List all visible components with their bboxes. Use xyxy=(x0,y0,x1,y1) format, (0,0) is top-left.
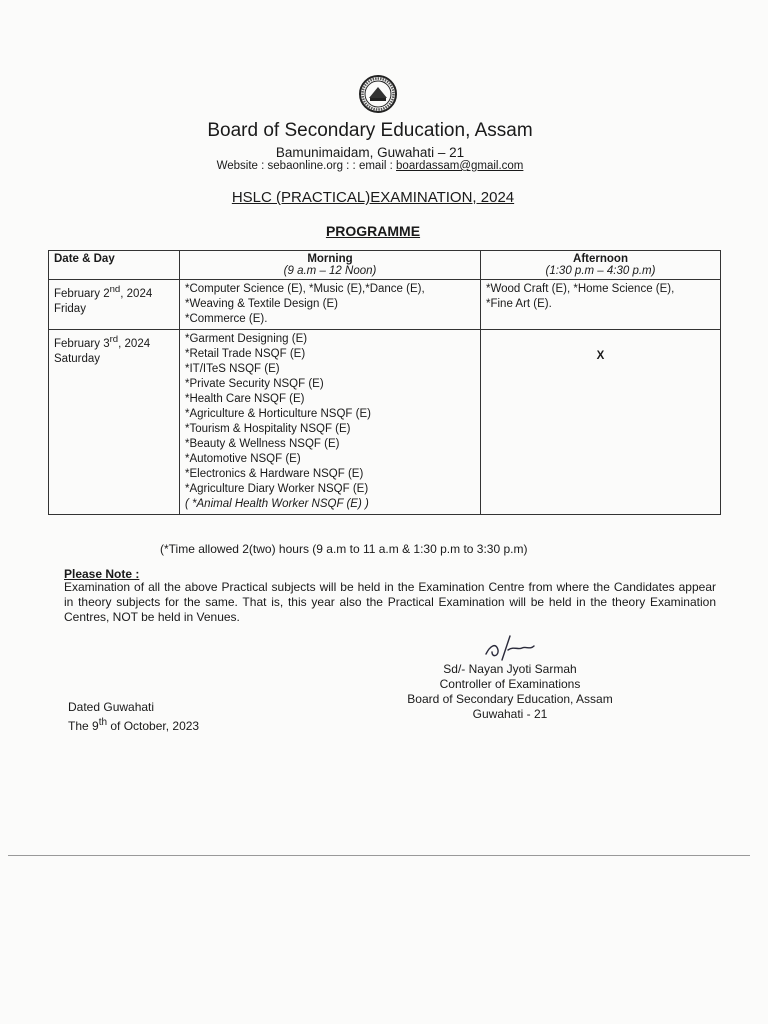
day-text: Saturday xyxy=(54,352,101,365)
date-text xyxy=(54,332,174,352)
row-morning xyxy=(180,330,481,515)
subject: *Agriculture & Horticulture NSQF (E) xyxy=(185,408,371,420)
subject: *Health Care NSQF (E) xyxy=(185,393,305,405)
subject: *Fine Art (E). xyxy=(486,298,552,310)
dated-post: of October, 2023 xyxy=(107,719,200,733)
dated-place: Dated Guwahati xyxy=(68,700,155,714)
date-sup: nd xyxy=(109,284,121,295)
website-label: Website : sebaonline.org : : email : xyxy=(216,160,397,172)
day-text: Friday xyxy=(54,302,86,315)
subject: *Garment Designing (E) xyxy=(185,333,308,345)
row-date xyxy=(49,330,180,515)
date-month: February 3 xyxy=(54,337,110,350)
subject: *Beauty & Wellness NSQF (E) xyxy=(185,438,340,450)
subject: *Private Security NSQF (E) xyxy=(185,378,324,390)
subject: *Electronics & Hardware NSQF (E) xyxy=(185,468,364,480)
signature-mark xyxy=(478,632,538,664)
subject: *Wood Craft (E), *Home Science (E), xyxy=(486,283,675,295)
subject: *Weaving & Textile Design (E) xyxy=(185,298,338,310)
date-sup: rd xyxy=(109,334,119,345)
date-year: , 2024 xyxy=(120,287,153,300)
no-exam-mark: X xyxy=(596,350,605,362)
date-text xyxy=(54,282,174,302)
afternoon-label: Afternoon xyxy=(573,253,628,265)
dated-block xyxy=(68,700,199,734)
programme-heading: PROGRAMME xyxy=(325,223,421,239)
table-header-row xyxy=(49,251,721,280)
subject: *Automotive NSQF (E) xyxy=(185,453,301,465)
date-month: February 2 xyxy=(54,287,110,300)
signatory-city: Guwahati - 21 xyxy=(472,707,548,721)
morning-label: Morning xyxy=(307,253,353,265)
header-date: Date & Day xyxy=(49,251,180,280)
table-row xyxy=(49,280,721,330)
signatory-name: Sd/- Nayan Jyoti Sarmah xyxy=(443,662,577,676)
exam-title: HSLC (PRACTICAL)EXAMINATION, 2024 xyxy=(231,189,515,206)
email-link[interactable]: boardassam@gmail.com xyxy=(396,160,524,172)
table-row xyxy=(49,330,721,515)
signatory-org: Board of Secondary Education, Assam xyxy=(407,692,613,706)
subject: *Tourism & Hospitality NSQF (E) xyxy=(185,423,351,435)
signatory-block xyxy=(380,662,640,722)
subject: *Commerce (E). xyxy=(185,313,268,325)
row-afternoon xyxy=(481,280,721,330)
subject-optional: ( *Animal Health Worker NSQF (E) ) xyxy=(185,498,369,510)
morning-time: (9 a.m – 12 Noon) xyxy=(283,265,377,277)
subject: *Agriculture Diary Worker NSQF (E) xyxy=(185,483,369,495)
header-afternoon xyxy=(481,251,721,280)
dated-pre: The 9 xyxy=(68,719,99,733)
dated-date xyxy=(68,715,199,734)
org-address: Bamunimaidam, Guwahati – 21 xyxy=(275,145,465,160)
note-body: Examination of all the above Practical subjects will be held in the Examination Centre from where the Candidates appear in theory subjects for the same. That is, this year also the Practical Examination will be held in the theory Examination Centres, NOT be held in Venues. xyxy=(64,580,716,624)
time-allowed-note: (*Time allowed 2(two) hours (9 a.m to 11 a.m & 1:30 p.m to 3:30 p.m) xyxy=(160,542,528,556)
dated-sup: th xyxy=(98,717,108,728)
row-morning xyxy=(180,280,481,330)
board-seal-logo xyxy=(358,74,398,114)
note-heading: Please Note : xyxy=(64,567,140,581)
signatory-title: Controller of Examinations xyxy=(439,677,581,691)
subject: *Computer Science (E), *Music (E),*Dance (E), xyxy=(185,283,425,295)
org-contact xyxy=(0,160,740,172)
date-year: , 2024 xyxy=(118,337,151,350)
row-date xyxy=(49,280,180,330)
page-divider xyxy=(8,855,750,856)
org-name: Board of Secondary Education, Assam xyxy=(207,120,533,141)
row-afternoon xyxy=(481,330,721,515)
header-morning xyxy=(180,251,481,280)
schedule-table xyxy=(48,250,721,515)
subject: *IT/ITeS NSQF (E) xyxy=(185,363,280,375)
afternoon-time: (1:30 p.m – 4:30 p.m) xyxy=(545,265,656,277)
subject: *Retail Trade NSQF (E) xyxy=(185,348,306,360)
